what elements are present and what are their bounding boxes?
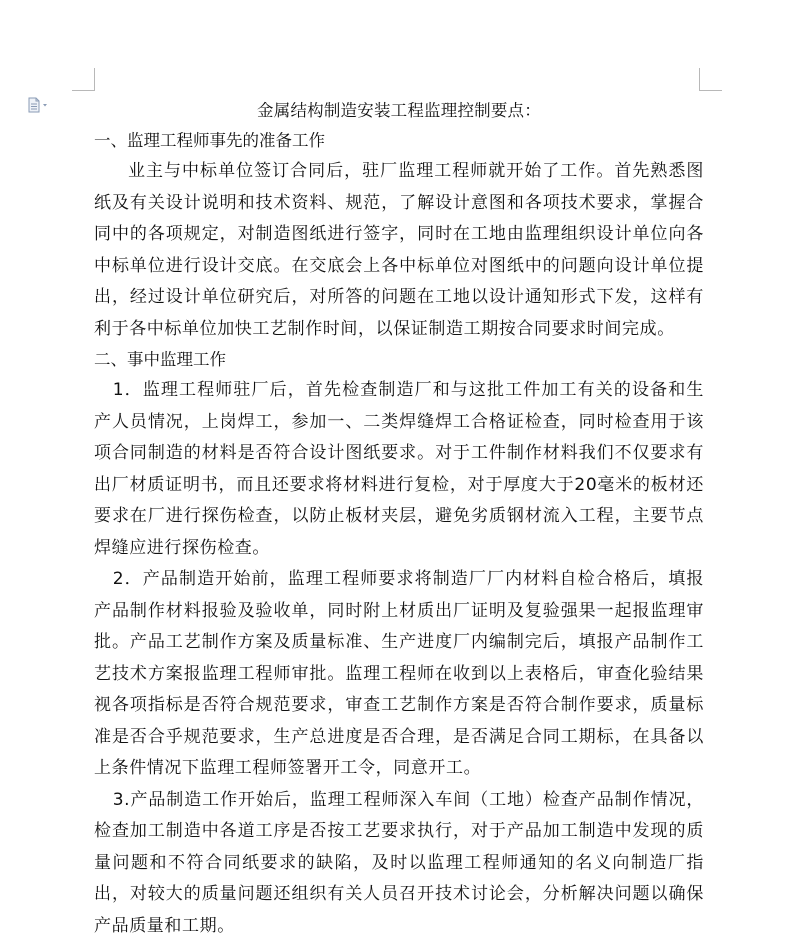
page-corner-top-left [72,68,95,91]
section-heading-in-process: 二、事中监理工作 [94,345,704,375]
paragraph-preparation: 业主与中标单位签订合同后，驻厂监理工程师就开始了工作。首先熟悉图纸及有关设计说明和技术资料、规范，了解设计意图和各项技术要求，掌握合同中的各项规定，对制造图纸进行签字，同时在工地由监理组织设计单位向各中标单位进行设计交底。在交底会上各中标单位对图纸中的问题向设计单位提出，经过设计单位研究后，对所答的问题在工地以设计通知形式下发，这样有利于各中标单位加快工艺制作时间，以保证制造工期按合同要求时间完成。 [94,156,704,345]
paragraph-item-3: 3.产品制造工作开始后，监理工程师深入车间（工地）检查产品制作情况，检查加工制造中各道工序是否按工艺要求执行，对于产品加工制造中发现的质量问题和不符合同纸要求的缺陷，及时以监理工程师通知的名义向制造厂指出，对较大的质量问题还组织有关人员召开技术讨论会，分析解决问题以确保产品质量和工期。 [94,785,704,942]
document-icon[interactable] [27,97,49,113]
section-heading-preparation: 一、监理工程师事先的准备工作 [94,126,704,156]
document-title: 金属结构制造安装工程监理控制要点： [94,96,704,126]
paragraph-item-2: 2．产品制造开始前，监理工程师要求将制造厂厂内材料自检合格后，填报产品制作材料报验及验收单，同时附上材质出厂证明及复验强果一起报监理审批。产品工艺制作方案及质量标准、生产进度厂内编制完后，填报产品制作工艺技术方案报监理工程师审批。监理工程师在收到以上表格后，审查化验结果视各项指标是否符合规范要求，审查工艺制作方案是否符合制作要求，质量标准是否合乎规范要求，生产总进度是否合理，是否满足合同工期标，在具备以上条件情况下监理工程师签署开工令，同意开工。 [94,564,704,785]
document-page [94,96,704,942]
page-corner-top-right [699,68,722,91]
paragraph-item-1: 1．监理工程师驻厂后，首先检查制造厂和与这批工件加工有关的设备和生产人员情况，上岗焊工，参加一、二类焊缝焊工合格证检查，同时检查用于该项合同制造的材料是否符合设计图纸要求。对于工件制作材料我们不仅要求有出厂材质证明书，而且还要求将材料进行复检，对于厚度大于20毫米的板材还要求在厂进行探伤检查，以防止板材夹层，避免劣质钢材流入工程，主要节点焊缝应进行探伤检查。 [94,375,704,564]
